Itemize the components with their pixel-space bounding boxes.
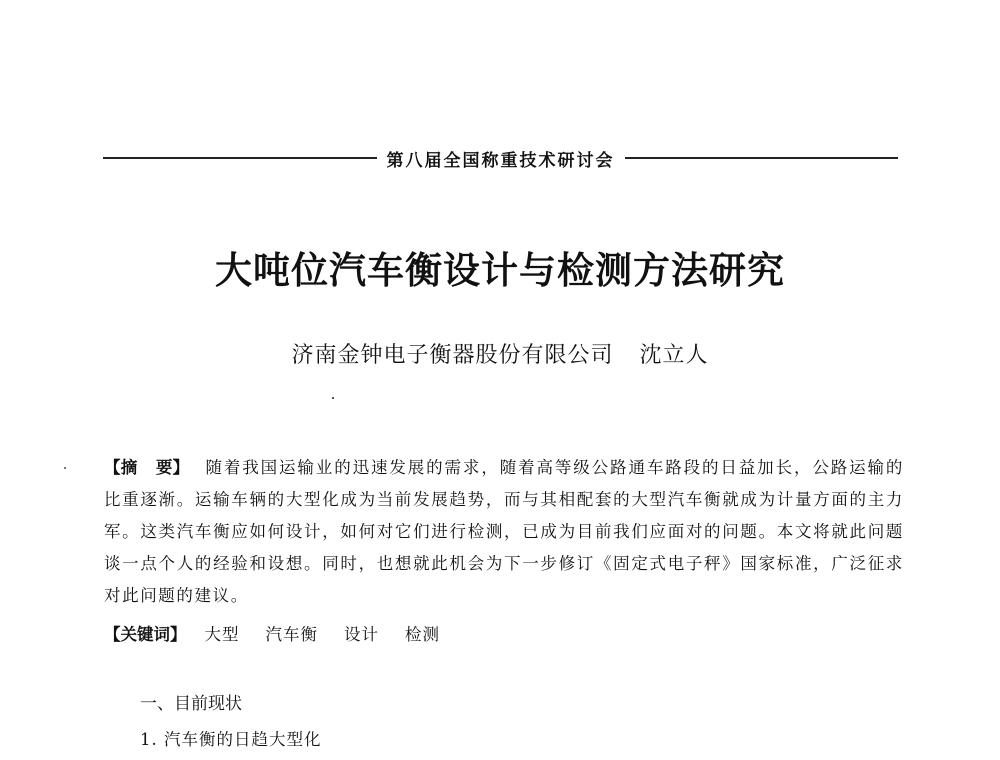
abstract-label: 【摘 要】: [104, 458, 190, 477]
author-name: 沈立人: [639, 343, 709, 368]
scan-speck: [332, 397, 334, 399]
conference-title: 第八届全国称重技术研讨会: [386, 150, 615, 171]
header-rule-right: [625, 157, 899, 159]
keyword: 检测: [405, 625, 440, 644]
keyword: 设计: [344, 625, 379, 644]
subsection-heading: 1. 汽车衡的日趋大型化: [140, 730, 322, 749]
abstract-text: 随着我国运输业的迅速发展的需求，随着高等级公路通车路段的日益加长，公路运输的比重逐渐。运输车辆的大型化成为当前发展趋势，而与其相配套的大型汽车衡就成为计量方面的主力军。这类汽车衡应如何设计，如何对它们进行检测，已成为目前我们应面对的问题。本文将就此问题谈一点个人的经验和设想。同时，也想就此机会为下一步修订《固定式电子秤》国家标准，广泛征求对此问题的建议。: [104, 458, 905, 605]
keywords: [104, 622, 904, 648]
paper-title: 大吨位汽车衡设计与检测方法研究: [215, 248, 785, 292]
section-heading: 一、目前现状: [140, 694, 242, 714]
affiliation: 济南金钟电子衡器股份有限公司: [291, 343, 614, 368]
author-line: [0, 341, 1000, 371]
keyword: 汽车衡: [265, 625, 318, 644]
scan-speck: [64, 467, 66, 469]
keywords-label: 【关键词】: [104, 625, 187, 644]
keyword: 大型: [204, 625, 240, 644]
conference-header: [103, 146, 898, 170]
abstract: [104, 452, 904, 612]
header-rule-left: [103, 157, 377, 159]
